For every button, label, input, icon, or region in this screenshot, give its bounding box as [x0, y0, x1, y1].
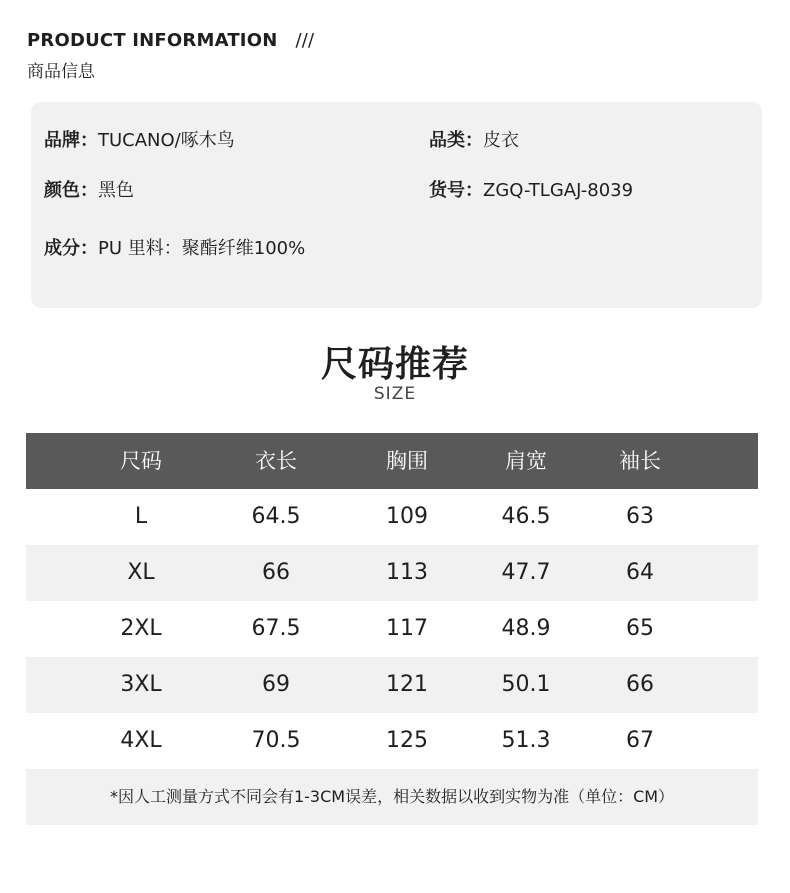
cell-sleeve: 66: [626, 672, 654, 697]
cell-size: L: [134, 504, 148, 529]
info-category: [429, 126, 519, 152]
header-sleeve: 袖长: [619, 449, 661, 473]
info-material: [44, 234, 305, 260]
cell-sleeve: 67: [626, 728, 654, 753]
table-row: [26, 713, 758, 769]
section-title-en: [27, 30, 314, 51]
cell-shoulder: 50.1: [501, 672, 551, 697]
info-category-label: 品类：: [429, 130, 483, 151]
table-row: [26, 545, 758, 601]
header-size: 尺码: [120, 449, 162, 473]
cell-shoulder: 47.7: [501, 560, 551, 585]
cell-chest: 113: [386, 560, 428, 585]
size-title: 尺码推荐: [320, 344, 469, 385]
info-material-value: PU 里料：聚酯纤维100%: [98, 238, 306, 259]
cell-chest: 125: [386, 728, 428, 753]
info-item-no-value: ZGQ-TLGAJ-8039: [483, 180, 634, 201]
info-color-value: 黑色: [98, 180, 134, 201]
cell-size: XL: [127, 560, 155, 585]
header-length: 衣长: [255, 449, 297, 473]
cell-sleeve: 65: [626, 616, 654, 641]
cell-length: 64.5: [251, 504, 301, 529]
product-info-title: PRODUCT INFORMATION: [27, 30, 278, 51]
table-row: [26, 601, 758, 657]
cell-chest: 121: [386, 672, 428, 697]
cell-shoulder: 51.3: [501, 728, 551, 753]
info-material-label: 成分：: [44, 238, 98, 259]
product-info-card: [31, 102, 762, 308]
header-shoulder: 肩宽: [505, 449, 547, 473]
cell-sleeve: 63: [626, 504, 654, 529]
info-item-no-label: 货号：: [429, 180, 483, 201]
info-brand-label: 品牌：: [44, 130, 98, 151]
cell-size: 2XL: [120, 616, 162, 641]
cell-size: 3XL: [120, 672, 162, 697]
cell-length: 70.5: [251, 728, 301, 753]
table-row: [26, 657, 758, 713]
header-chest: 胸围: [386, 449, 428, 473]
info-item-no: [429, 176, 633, 202]
cell-size: 4XL: [120, 728, 162, 753]
section-title-cn: 商品信息: [27, 62, 95, 82]
cell-chest: 117: [386, 616, 428, 641]
cell-length: 66: [262, 560, 290, 585]
cell-chest: 109: [386, 504, 428, 529]
table-row: [26, 489, 758, 545]
size-subtitle: SIZE: [373, 384, 417, 404]
measurement-note: *因人工测量方式不同会有1-3CM误差，相关数据以收到实物为准（单位：CM）: [26, 769, 758, 825]
table-header-row: [26, 433, 758, 489]
info-color: [44, 176, 134, 202]
info-category-value: 皮衣: [483, 130, 519, 151]
title-slashes: ///: [295, 30, 315, 51]
cell-length: 67.5: [251, 616, 301, 641]
info-color-label: 颜色：: [44, 180, 98, 201]
cell-shoulder: 46.5: [501, 504, 551, 529]
size-table: [26, 433, 758, 769]
cell-sleeve: 64: [626, 560, 654, 585]
cell-length: 69: [262, 672, 290, 697]
info-brand-value: TUCANO/啄木鸟: [98, 130, 235, 151]
info-brand: [44, 126, 235, 152]
cell-shoulder: 48.9: [501, 616, 551, 641]
